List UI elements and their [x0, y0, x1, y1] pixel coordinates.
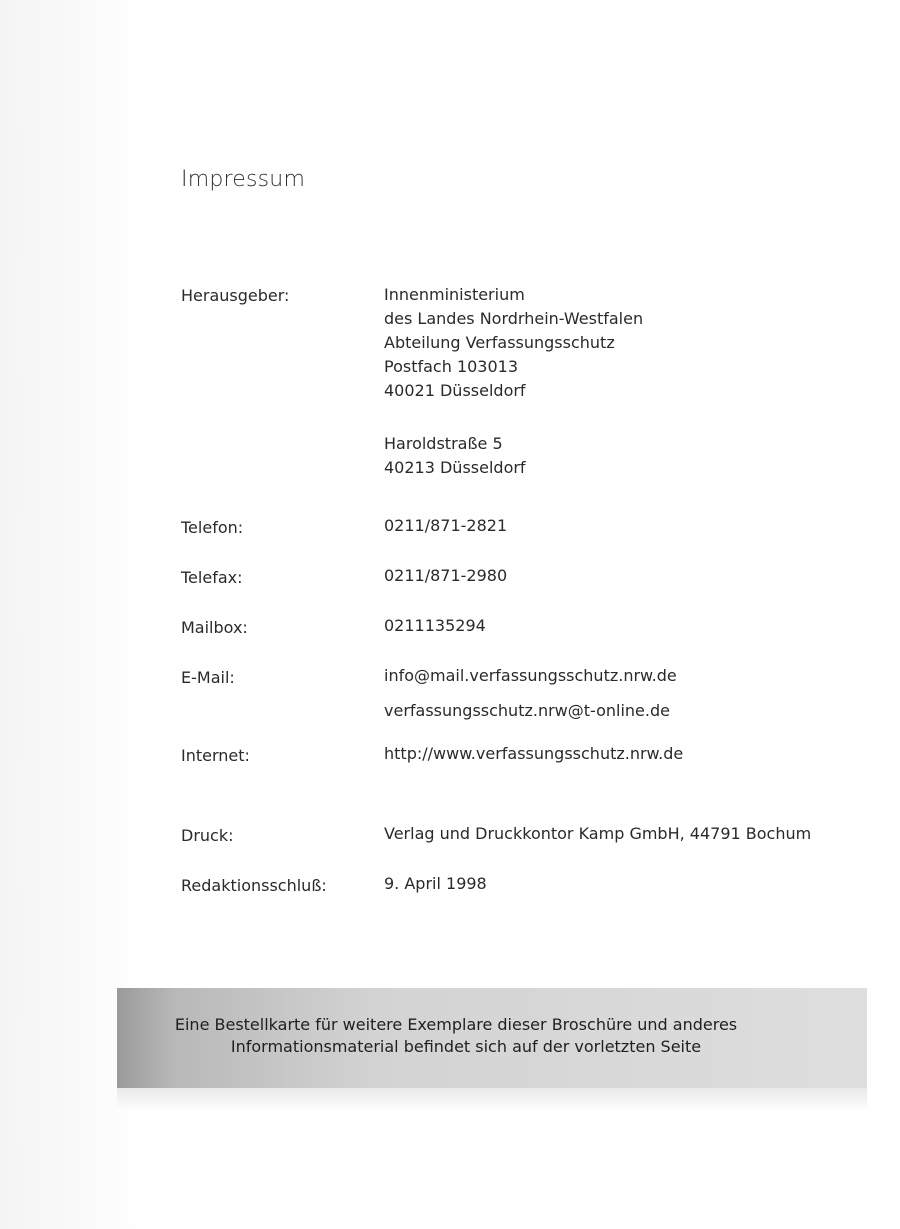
telefax-label: Telefax: [181, 568, 243, 587]
email-value-2[interactable]: verfassungsschutz.nrw@t-online.de [384, 701, 670, 720]
banner-line: Eine Bestellkarte für weitere Exemplare dieser Broschüre und anderes [174, 1015, 738, 1034]
address-line: Haroldstraße 5 [384, 434, 503, 453]
herausgeber-line: Abteilung Verfassungsschutz [384, 333, 615, 352]
page-title: Impressum [181, 167, 306, 192]
mailbox-label: Mailbox: [181, 618, 248, 637]
banner-line: Informationsmaterial befindet sich auf der vorletzten Seite [230, 1037, 702, 1056]
internet-link[interactable]: http://www.verfassungsschutz.nrw.de [384, 744, 684, 763]
herausgeber-line: Postfach 103013 [384, 357, 519, 376]
email-value-1[interactable]: info@mail.verfassungsschutz.nrw.de [384, 666, 677, 685]
herausgeber-block [384, 283, 643, 403]
mailbox-value: 0211135294 [384, 616, 486, 635]
telefon-label: Telefon: [181, 518, 244, 537]
druck-label: Druck: [181, 826, 234, 845]
telefax-value: 0211/871-2980 [384, 566, 508, 585]
banner-shadow [117, 1088, 867, 1110]
herausgeber-label: Herausgeber: [181, 286, 290, 305]
herausgeber-line: Innenministerium [384, 285, 525, 304]
address-line: 40213 Düsseldorf [384, 458, 526, 477]
telefon-value: 0211/871-2821 [384, 516, 508, 535]
email-label: E-Mail: [181, 668, 235, 687]
address-block [384, 432, 526, 480]
druck-value: Verlag und Druckkontor Kamp GmbH, 44791 Bochum [384, 824, 812, 843]
herausgeber-line: 40021 Düsseldorf [384, 381, 526, 400]
redaktionsschluss-value: 9. April 1998 [384, 874, 487, 893]
internet-label: Internet: [181, 746, 250, 765]
banner-text [117, 1014, 867, 1058]
herausgeber-line: des Landes Nordrhein-Westfalen [384, 309, 644, 328]
redaktionsschluss-label: Redaktionsschluß: [181, 876, 327, 895]
